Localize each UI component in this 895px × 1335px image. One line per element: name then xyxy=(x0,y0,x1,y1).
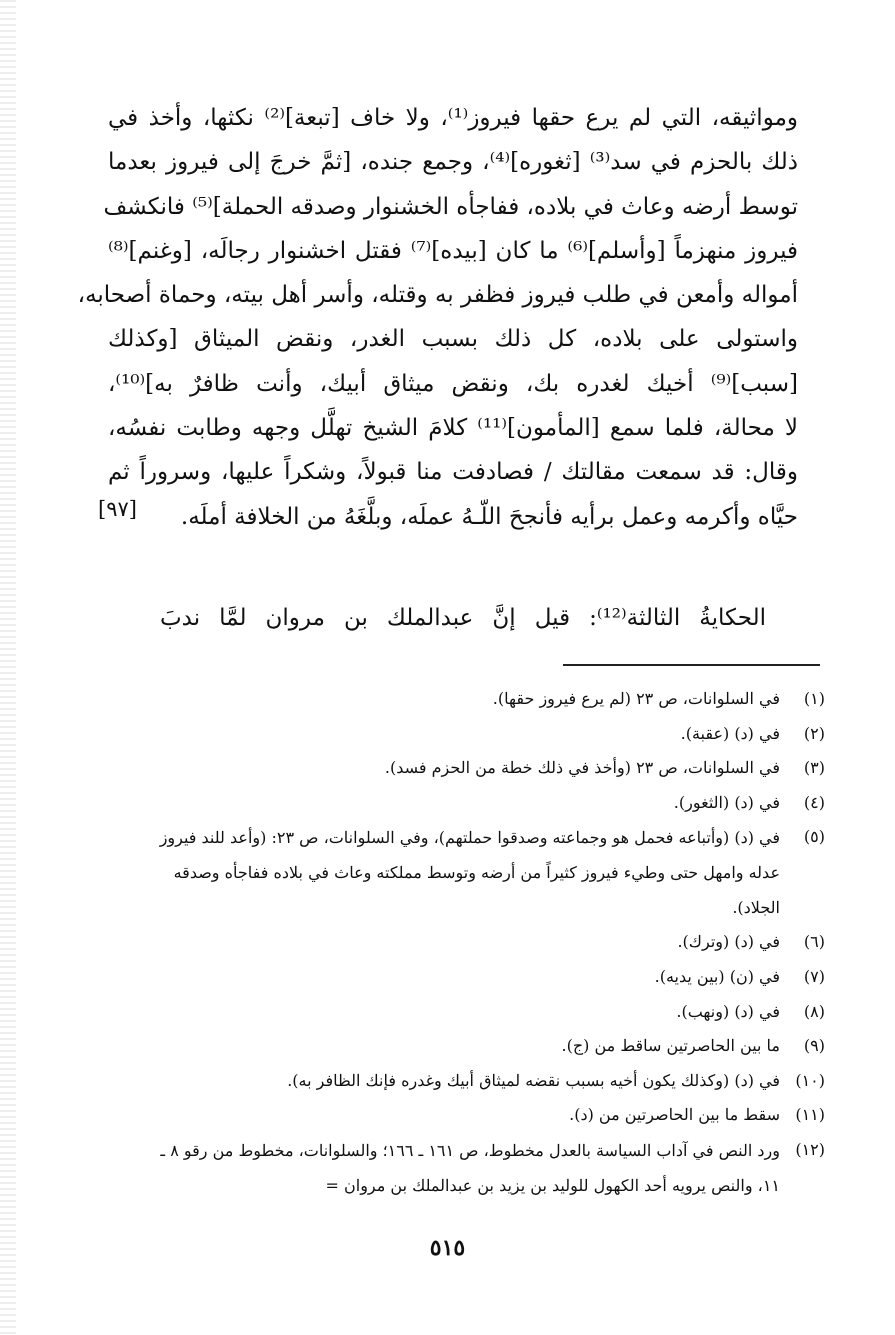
footnote-number: (١) xyxy=(803,689,825,708)
footnote-number: (٩) xyxy=(803,1036,825,1056)
footnote-number: (١٢) xyxy=(795,1139,825,1159)
footnote-number: (٣) xyxy=(803,758,825,778)
text-line: توسط أرضه وعاث في بلاده، ففاجأه الخشنوار وصدقه الحملة]⁽⁵⁾ فانكشف xyxy=(103,193,798,220)
footnote-text: ورد النص في آداب السياسة بالعدل مخطوط، ص ١٦١ ـ ١٦٦؛ والسلوانات، مخطوط من رقو ٨ ـ ١١، والنص يرويه أحد الكهول للوليد بن يزيد بن عبدالملك بن مروان = xyxy=(160,1140,780,1195)
footnote xyxy=(150,960,825,995)
footnote xyxy=(150,925,825,960)
footnote-text: سقط ما بين الحاصرتين من (د). xyxy=(569,1105,780,1125)
footnote-number: (١١) xyxy=(795,1105,825,1125)
footnote-text: في السلوانات، ص ٢٣ (وأخذ في ذلك خطة من الحزم فسد). xyxy=(384,758,780,778)
footnote-text: في (د) (وكذلك يكون أخيه بسبب نقضه لميثاق أبيك وغدره فإنك الظافر به). xyxy=(287,1070,780,1090)
footnote-text: في (د) (الثغور). xyxy=(673,792,780,812)
scan-edge xyxy=(0,0,16,1335)
text-line: حيَّاه وأكرمه وعمل برأيه فأنجحَ اللّـهُ عملَه، وبلَّغَهُ من الخلافة أملَه. xyxy=(180,503,798,530)
footnote-text: في (د) (وأتباعه فحمل هو وجماعته وصدقوا حملتهم)، وفي السلوانات، ص ٢٣: (وأعد للند فيروز عدله وامهل حتى وطيء فيروز كثيراً من أرضه وتوسط مملكته وعاث في بلاده ففاجأه وصدقه الجلاد). xyxy=(159,828,780,918)
footnote-number: (٧) xyxy=(803,966,825,986)
text-line: فيروز منهزماً [وأسلم]⁽⁶⁾ ما كان [بيده]⁽⁷⁾ فقتل اخشنوار رجالَه، [وغنم]⁽⁸⁾ xyxy=(108,237,798,264)
footnote-text: ما بين الحاصرتين ساقط من (ج). xyxy=(561,1036,780,1056)
footnote-separator xyxy=(563,664,820,666)
text-line: [سبب]⁽⁹⁾ أخيك لغدره بك، ونقض ميثاق أبيك، وأنت ظافرٌ به]⁽¹⁰⁾، xyxy=(108,370,798,397)
text-line: واستولى على بلاده، كل ذلك بسبب الغدر، ونقض الميثاق [وكذلك xyxy=(108,326,798,353)
page-number: ٥١٥ xyxy=(429,1235,466,1261)
manuscript-folio-marker: [٩٧] xyxy=(98,497,137,521)
footnote-text: في السلوانات، ص ٢٣ (لم يرع فيروز حقها). xyxy=(492,689,780,708)
footnote xyxy=(150,1098,825,1133)
footnote xyxy=(150,717,825,752)
text-line: ومواثيقه، التي لم يرع حقها فيروز⁽¹⁾، ولا خاف [تبعة]⁽²⁾ نكثها، وأخذ في xyxy=(108,105,798,131)
text-line: ذلك بالحزم في سد⁽³⁾ [ثغوره]⁽⁴⁾، وجمع جنده، [ثمَّ خرجَ إلى فيروز بعدما xyxy=(108,149,799,176)
text-line: لا محالة، فلما سمع [المأمون]⁽¹¹⁾ كلامَ الشيخ تهلَّل وجهه وطابت نفسُه، xyxy=(108,415,798,442)
section-heading-line: الحكايةُ الثالثة⁽¹²⁾: قيل إنَّ عبدالملك بن مروان لمَّا ندبَ xyxy=(160,605,766,631)
footnote xyxy=(150,1029,825,1064)
footnote xyxy=(150,1133,825,1203)
footnote xyxy=(150,995,825,1030)
footnote-number: (٢) xyxy=(803,723,825,743)
footnote-text: في (د) (ونهب). xyxy=(676,1001,780,1021)
footnote xyxy=(150,820,825,925)
footnote xyxy=(150,751,825,786)
footnote-text: في (ن) (بين يديه). xyxy=(654,966,780,986)
footnotes xyxy=(150,682,825,1203)
text-line: أمواله وأمعن في طلب فيروز فظفر به وقتله، وأسر أهل بيته، وحماة أصحابه، xyxy=(77,282,798,309)
footnote-text: في (د) (وترك). xyxy=(677,932,780,952)
footnote-number: (١٠) xyxy=(795,1070,825,1090)
footnote-number: (٤) xyxy=(803,792,825,812)
main-text xyxy=(77,96,799,539)
footnote-text: في (د) (عقبة). xyxy=(680,723,780,743)
footnote xyxy=(150,1064,825,1099)
footnote xyxy=(150,682,825,717)
footnote-number: (٨) xyxy=(803,1001,825,1021)
footnote xyxy=(150,786,825,821)
footnote-number: (٦) xyxy=(803,932,825,952)
footnote-number: (٥) xyxy=(803,827,825,847)
text-line: وقال: قد سمعت مقالتك / فصادفت منا قبولاً، وشكراً عليها، وسروراً ثم xyxy=(108,459,798,486)
